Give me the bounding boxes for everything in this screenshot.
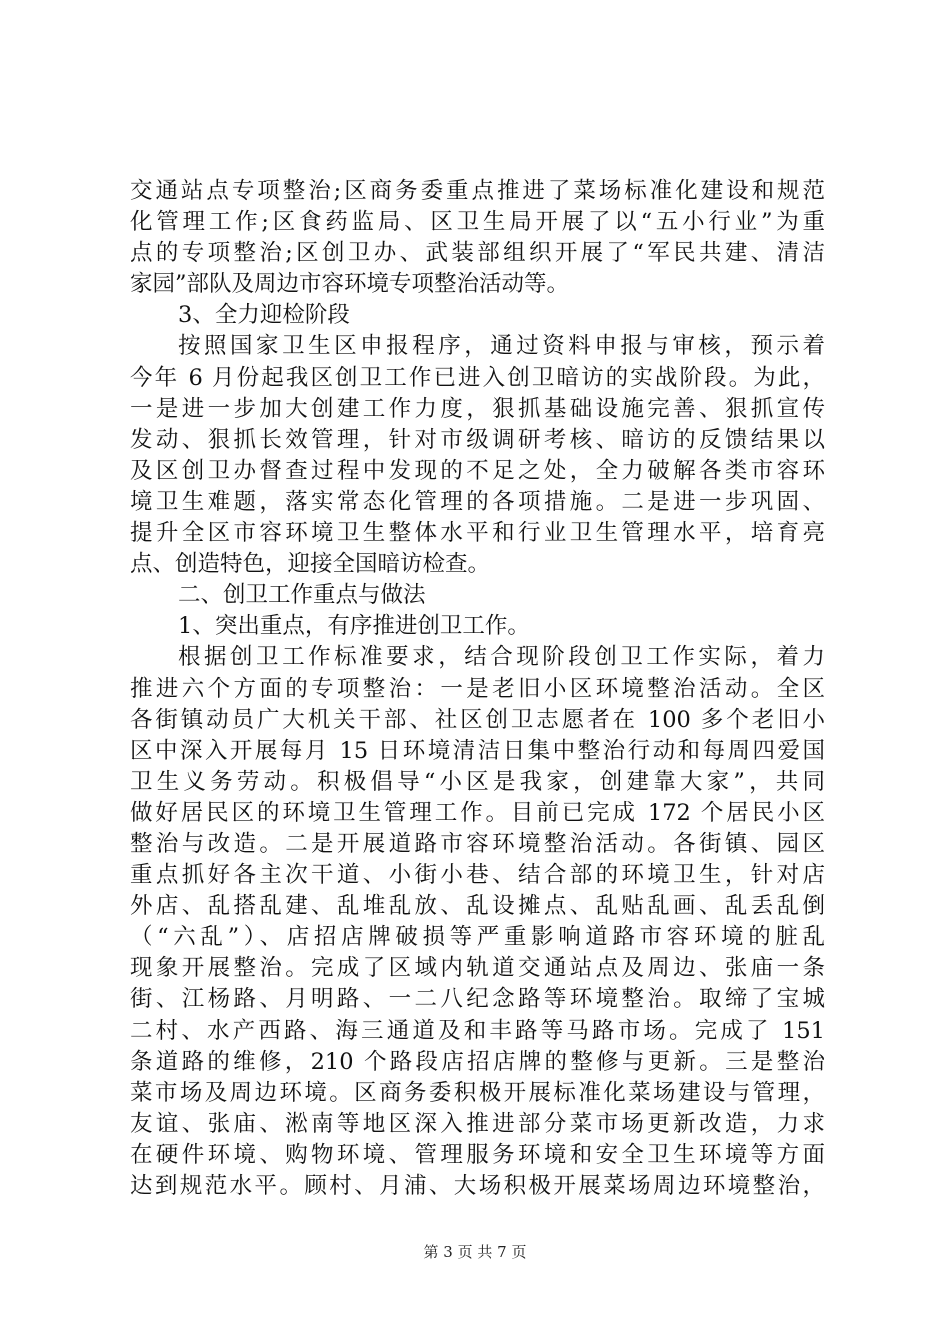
text-line: 各街镇动员广大机关干部、社区创卫志愿者在 100 多个老旧小 (130, 706, 825, 733)
text-line: 卫生义务劳动。积极倡导“小区是我家，创建靠大家”，共同 (130, 768, 825, 795)
text-line: 点的专项整治;区创卫办、武装部组织开展了“军民共建、清洁 (130, 240, 825, 267)
text-line: 根据创卫工作标准要求，结合现阶段创卫工作实际，着力 (178, 644, 825, 671)
text-line: 交通站点专项整治;区商务委重点推进了菜场标准化建设和规范 (130, 178, 825, 204)
text-line: 及区创卫办督查过程中发现的不足之处，全力破解各类市容环 (130, 457, 825, 484)
text-line: 外店、乱搭乱建、乱堆乱放、乱设摊点、乱贴乱画、乱丢乱倒 (130, 893, 825, 920)
text-line: 区中深入开展每月 15 日环境清洁日集中整治行动和每周四爱国 (130, 737, 825, 764)
text-line: 发动、狠抓长效管理，针对市级调研考核、暗访的反馈结果以 (130, 426, 825, 453)
text-line: 点、创造特色，迎接全国暗访检查。 (130, 551, 491, 578)
text-line: 友谊、张庙、淞南等地区深入推进部分菜市场更新改造，力求 (130, 1110, 825, 1137)
text-line: 提升全区市容环境卫生整体水平和行业卫生管理水平，培育亮 (130, 520, 825, 547)
text-line: 重点抓好各主次干道、小街小巷、结合部的环境卫生，针对店 (130, 862, 825, 889)
text-line: 今年 6 月份起我区创卫工作已进入创卫暗访的实战阶段。为此， (130, 364, 825, 391)
text-line: 1、突出重点，有序推进创卫工作。 (178, 613, 530, 640)
page-footer: 第 3 页 共 7 页 (423, 1243, 527, 1261)
text-line: 达到规范水平。顾村、月浦、大场积极开展菜场周边环境整治， (130, 1173, 825, 1199)
text-line: 3、全力迎检阶段 (178, 302, 350, 329)
text-line: 街、江杨路、月明路、一二八纪念路等环境整治。取缔了宝城 (130, 986, 825, 1013)
text-line: 推进六个方面的专项整治：一是老旧小区环境整治活动。全区 (130, 675, 825, 702)
text-line: （“六乱”）、店招店牌破损等严重影响道路市容环境的脏乱 (130, 924, 825, 951)
text-line: 条道路的维修，210 个路段店招店牌的整修与更新。三是整治 (130, 1048, 825, 1075)
text-line: 菜市场及周边环境。区商务委积极开展标准化菜场建设与管理， (130, 1079, 825, 1106)
text-line: 现象开展整治。完成了区域内轨道交通站点及周边、张庙一条 (130, 955, 825, 982)
text-line: 按照国家卫生区申报程序，通过资料申报与审核，预示着 (178, 333, 825, 360)
text-line: 在硬件环境、购物环境、管理服务环境和安全卫生环境等方面 (130, 1141, 825, 1168)
text-line: 化管理工作;区食药监局、区卫生局开展了以“五小行业”为重 (130, 209, 825, 236)
text-line: 家园”部队及周边市容环境专项整治活动等。 (130, 271, 570, 298)
text-line: 二村、水产西路、海三通道及和丰路等马路市场。完成了 151 (130, 1017, 825, 1044)
text-line: 境卫生难题，落实常态化管理的各项措施。二是进一步巩固、 (130, 488, 825, 515)
text-line: 做好居民区的环境卫生管理工作。目前已完成 172 个居民小区 (130, 799, 825, 826)
text-line: 整治与改造。二是开展道路市容环境整治活动。各街镇、园区 (130, 830, 825, 857)
text-line: 一是进一步加大创建工作力度，狠抓基础设施完善、狠抓宣传 (130, 395, 825, 422)
document-body (130, 176, 825, 1202)
text-line: 二、创卫工作重点与做法 (178, 582, 426, 609)
